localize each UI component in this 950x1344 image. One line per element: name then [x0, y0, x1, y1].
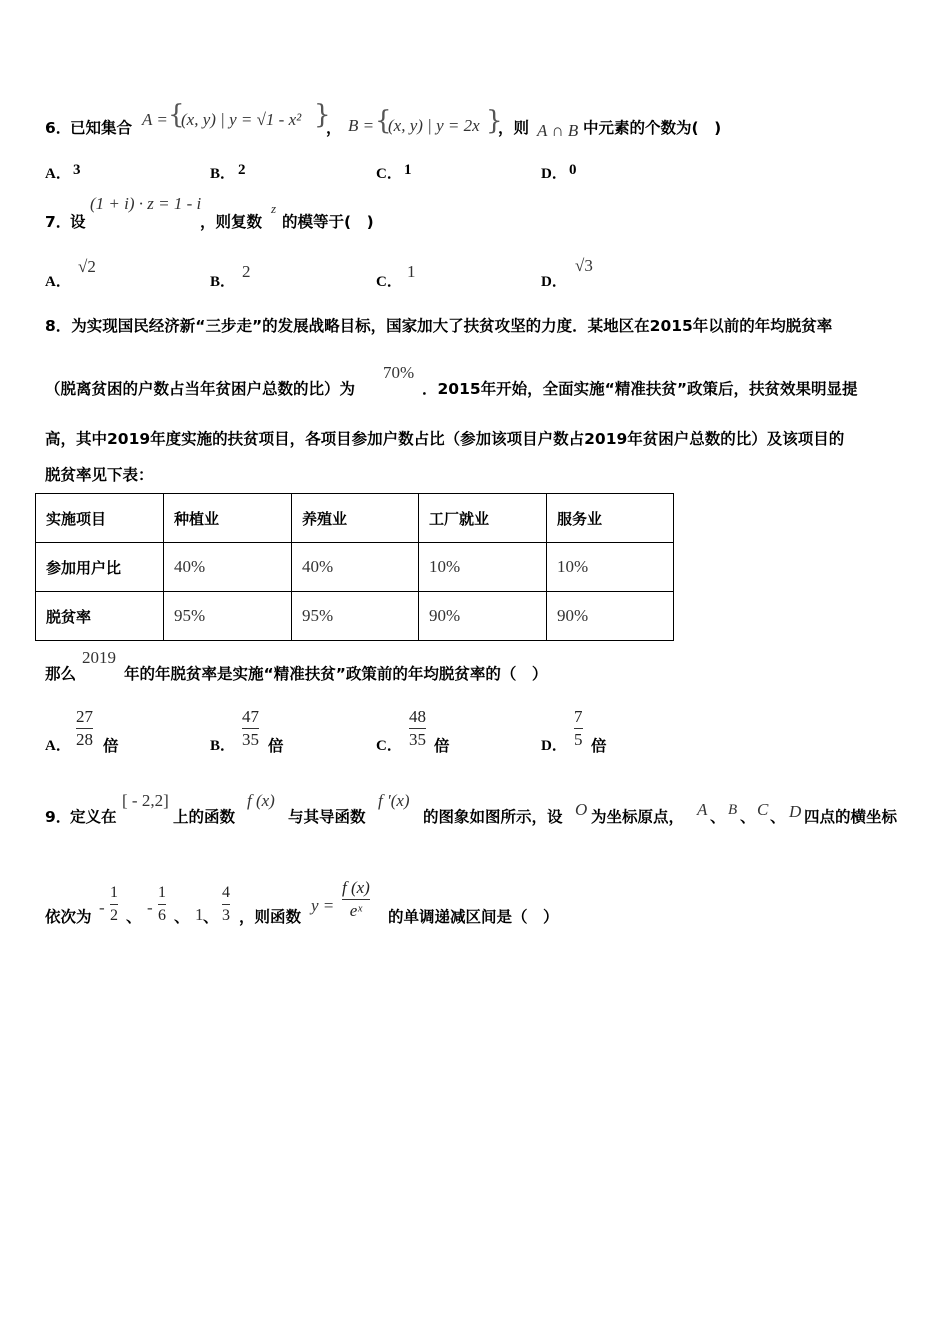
table-cell: 90%	[419, 592, 547, 641]
q9-point-a: A	[697, 800, 708, 819]
q9-sep-3: 、	[770, 808, 786, 826]
q7-option-b-label: B．	[210, 274, 236, 290]
fraction-numerator: f (x)	[342, 878, 370, 897]
fraction-numerator: 7	[574, 707, 583, 726]
q8-table	[35, 493, 674, 641]
q7-var: z	[271, 201, 277, 216]
q8-option-b-suffix: 倍	[268, 737, 284, 755]
q6-set-a-body: (x, y) | y = √1 - x²	[181, 110, 302, 129]
fraction-numerator: 4	[222, 884, 230, 901]
q7-lead: 设	[70, 213, 86, 231]
q7-option-d-value: √3	[575, 256, 593, 275]
q9-v4-fraction	[222, 882, 230, 927]
table-header-row	[36, 494, 674, 543]
q9-sep-2: 、	[740, 808, 756, 826]
q9-y-fraction	[342, 877, 370, 922]
q6-brace-close-b: }	[486, 106, 503, 136]
table-cell: 95%	[292, 592, 419, 641]
table-header-cell: 服务业	[547, 494, 674, 543]
table-cell: 40%	[292, 543, 419, 592]
q7-option-d-label: D．	[541, 274, 567, 290]
q8-option-c-suffix: 倍	[434, 737, 450, 755]
q8-option-a-label: A．	[45, 738, 71, 754]
q8-line2a: （脱离贫困的户数占当年贫困户总数的比）为	[45, 380, 356, 398]
q8-option-b-fraction	[242, 706, 259, 751]
table-header-cell: 养殖业	[292, 494, 419, 543]
q9-point-c: C	[757, 800, 769, 819]
table-cell: 95%	[164, 592, 292, 641]
q6-brace-close: }	[314, 100, 331, 130]
q6-comma2: ，则	[498, 119, 530, 137]
table-row	[36, 543, 674, 592]
q6-option-b-value: 2	[238, 162, 246, 178]
q8-line2b: ．2015年开始，全面实施“精准扶贫”政策后，扶贫效果明显提	[422, 380, 858, 398]
q8-option-a-suffix: 倍	[103, 737, 119, 755]
q9-v2-sign: -	[147, 898, 153, 917]
q6-intersect: A ∩ B	[537, 121, 579, 140]
q9-y: y =	[311, 896, 335, 915]
fraction-numerator: 48	[409, 707, 426, 726]
q9-number: 9．	[45, 808, 72, 826]
q8-option-d-suffix: 倍	[591, 737, 607, 755]
table-row	[36, 592, 674, 641]
q9-lead: 定义在	[70, 808, 117, 826]
q8-option-d-fraction	[574, 706, 583, 751]
q8-question-a: 那么	[45, 665, 77, 683]
q9-sep-4: 、	[126, 908, 142, 926]
fraction-denominator: 28	[76, 730, 93, 749]
q7-number: 7．	[45, 213, 72, 231]
q9-point-b: B	[728, 802, 738, 818]
q6-comma1: ，	[326, 119, 342, 137]
q8-year: 2019	[82, 648, 116, 667]
q8-option-d-label: D．	[541, 738, 567, 754]
q9-v1-fraction	[110, 882, 118, 927]
fraction-denominator: 35	[242, 730, 259, 749]
q6-set-b-body: (x, y) | y = 2x	[388, 116, 480, 135]
q6-tail: 中元素的个数为( )	[583, 119, 722, 137]
q9-t1: 上的函数	[173, 808, 236, 826]
q9-fprime: f ′(x)	[378, 791, 410, 810]
q6-brace-open: {	[168, 100, 185, 130]
q9-t4: 为坐标原点，	[591, 808, 685, 826]
q9-t6: ，则函数	[239, 908, 302, 926]
q8-option-c-label: C．	[376, 738, 402, 754]
table-cell: 10%	[547, 543, 674, 592]
table-header-cell: 工厂就业	[419, 494, 547, 543]
q9-v1-sign: -	[99, 898, 105, 917]
fraction-numerator: 1	[158, 884, 166, 901]
fraction-numerator: 1	[110, 884, 118, 901]
q8-line1: 8．为实现国民经济新“三步走”的发展战略目标，国家加大了扶贫攻坚的力度．某地区在2015年以前的年均脱贫率	[45, 317, 833, 335]
q6-option-d-label: D．	[541, 166, 567, 182]
q6-set-a: A =	[142, 110, 168, 129]
q9-v2-fraction	[158, 882, 166, 927]
table-header-cell: 实施项目	[36, 494, 164, 543]
q9-sep-1: 、	[710, 808, 726, 826]
fraction-denominator: eˣ	[342, 899, 370, 922]
table-cell: 90%	[547, 592, 674, 641]
fraction-numerator: 47	[242, 707, 259, 726]
q6-option-d-value: 0	[569, 162, 577, 178]
table-cell: 参加用户比	[36, 543, 164, 592]
q7-option-c-label: C．	[376, 274, 402, 290]
q8-line4: 脱贫率见下表：	[45, 466, 154, 484]
q6-brace-open-b: {	[375, 106, 392, 136]
q7-equation: (1 + i) · z = 1 - i	[90, 194, 202, 213]
fraction-denominator: 2	[110, 904, 118, 927]
q6-option-a-label: A．	[45, 166, 71, 182]
q9-point-d: D	[789, 802, 802, 821]
q9-sep-6: 、	[203, 908, 219, 926]
fraction-denominator: 3	[222, 904, 230, 927]
q9-t2: 与其导函数	[288, 808, 366, 826]
q6-number: 6．	[45, 119, 72, 137]
q8-option-b-label: B．	[210, 738, 236, 754]
q7-option-a-label: A．	[45, 274, 71, 290]
q8-option-c-fraction	[409, 706, 426, 751]
table-cell: 10%	[419, 543, 547, 592]
fraction-denominator: 6	[158, 904, 166, 927]
q7-option-a-value: √2	[78, 257, 96, 276]
q7-option-b-value: 2	[242, 262, 251, 281]
q7-option-c-value: 1	[407, 262, 416, 281]
q8-question-b: 年的年脱贫率是实施“精准扶贫”政策前的年均脱贫率的（ ）	[124, 665, 548, 683]
fraction-numerator: 27	[76, 707, 93, 726]
q9-sep-5: 、	[174, 908, 190, 926]
q8-option-a-fraction	[76, 706, 93, 751]
q9-t3: 的图象如图所示，设	[423, 808, 563, 826]
q9-v3: 1	[195, 905, 204, 924]
q9-interval: [ - 2,2]	[122, 791, 169, 810]
q6-option-c-label: C．	[376, 166, 402, 182]
q9-origin: O	[575, 800, 588, 819]
q7-mid: ，则复数	[200, 213, 263, 231]
q6-set-b: B =	[348, 116, 375, 135]
fraction-denominator: 5	[574, 730, 583, 749]
fraction-denominator: 35	[409, 730, 426, 749]
q9-t5: 四点的横坐标	[804, 808, 898, 826]
table-cell: 脱贫率	[36, 592, 164, 641]
q6-lead: 已知集合	[70, 119, 133, 137]
q9-t7: 的单调递减区间是（ ）	[388, 908, 559, 926]
q8-rate: 70%	[383, 363, 415, 382]
q6-option-b-label: B．	[210, 166, 236, 182]
q9-f: f (x)	[247, 791, 275, 810]
q8-line3: 高，其中2019年度实施的扶贫项目，各项目参加户数占比（参加该项目户数占2019年贫困户总数的比）及该项目的	[45, 430, 845, 448]
q6-option-c-value: 1	[404, 162, 412, 178]
table-cell: 40%	[164, 543, 292, 592]
q7-tail: 的模等于( )	[282, 213, 374, 231]
table-header-cell: 种植业	[164, 494, 292, 543]
q9-line2-lead: 依次为	[45, 908, 92, 926]
q6-option-a-value: 3	[73, 162, 81, 178]
